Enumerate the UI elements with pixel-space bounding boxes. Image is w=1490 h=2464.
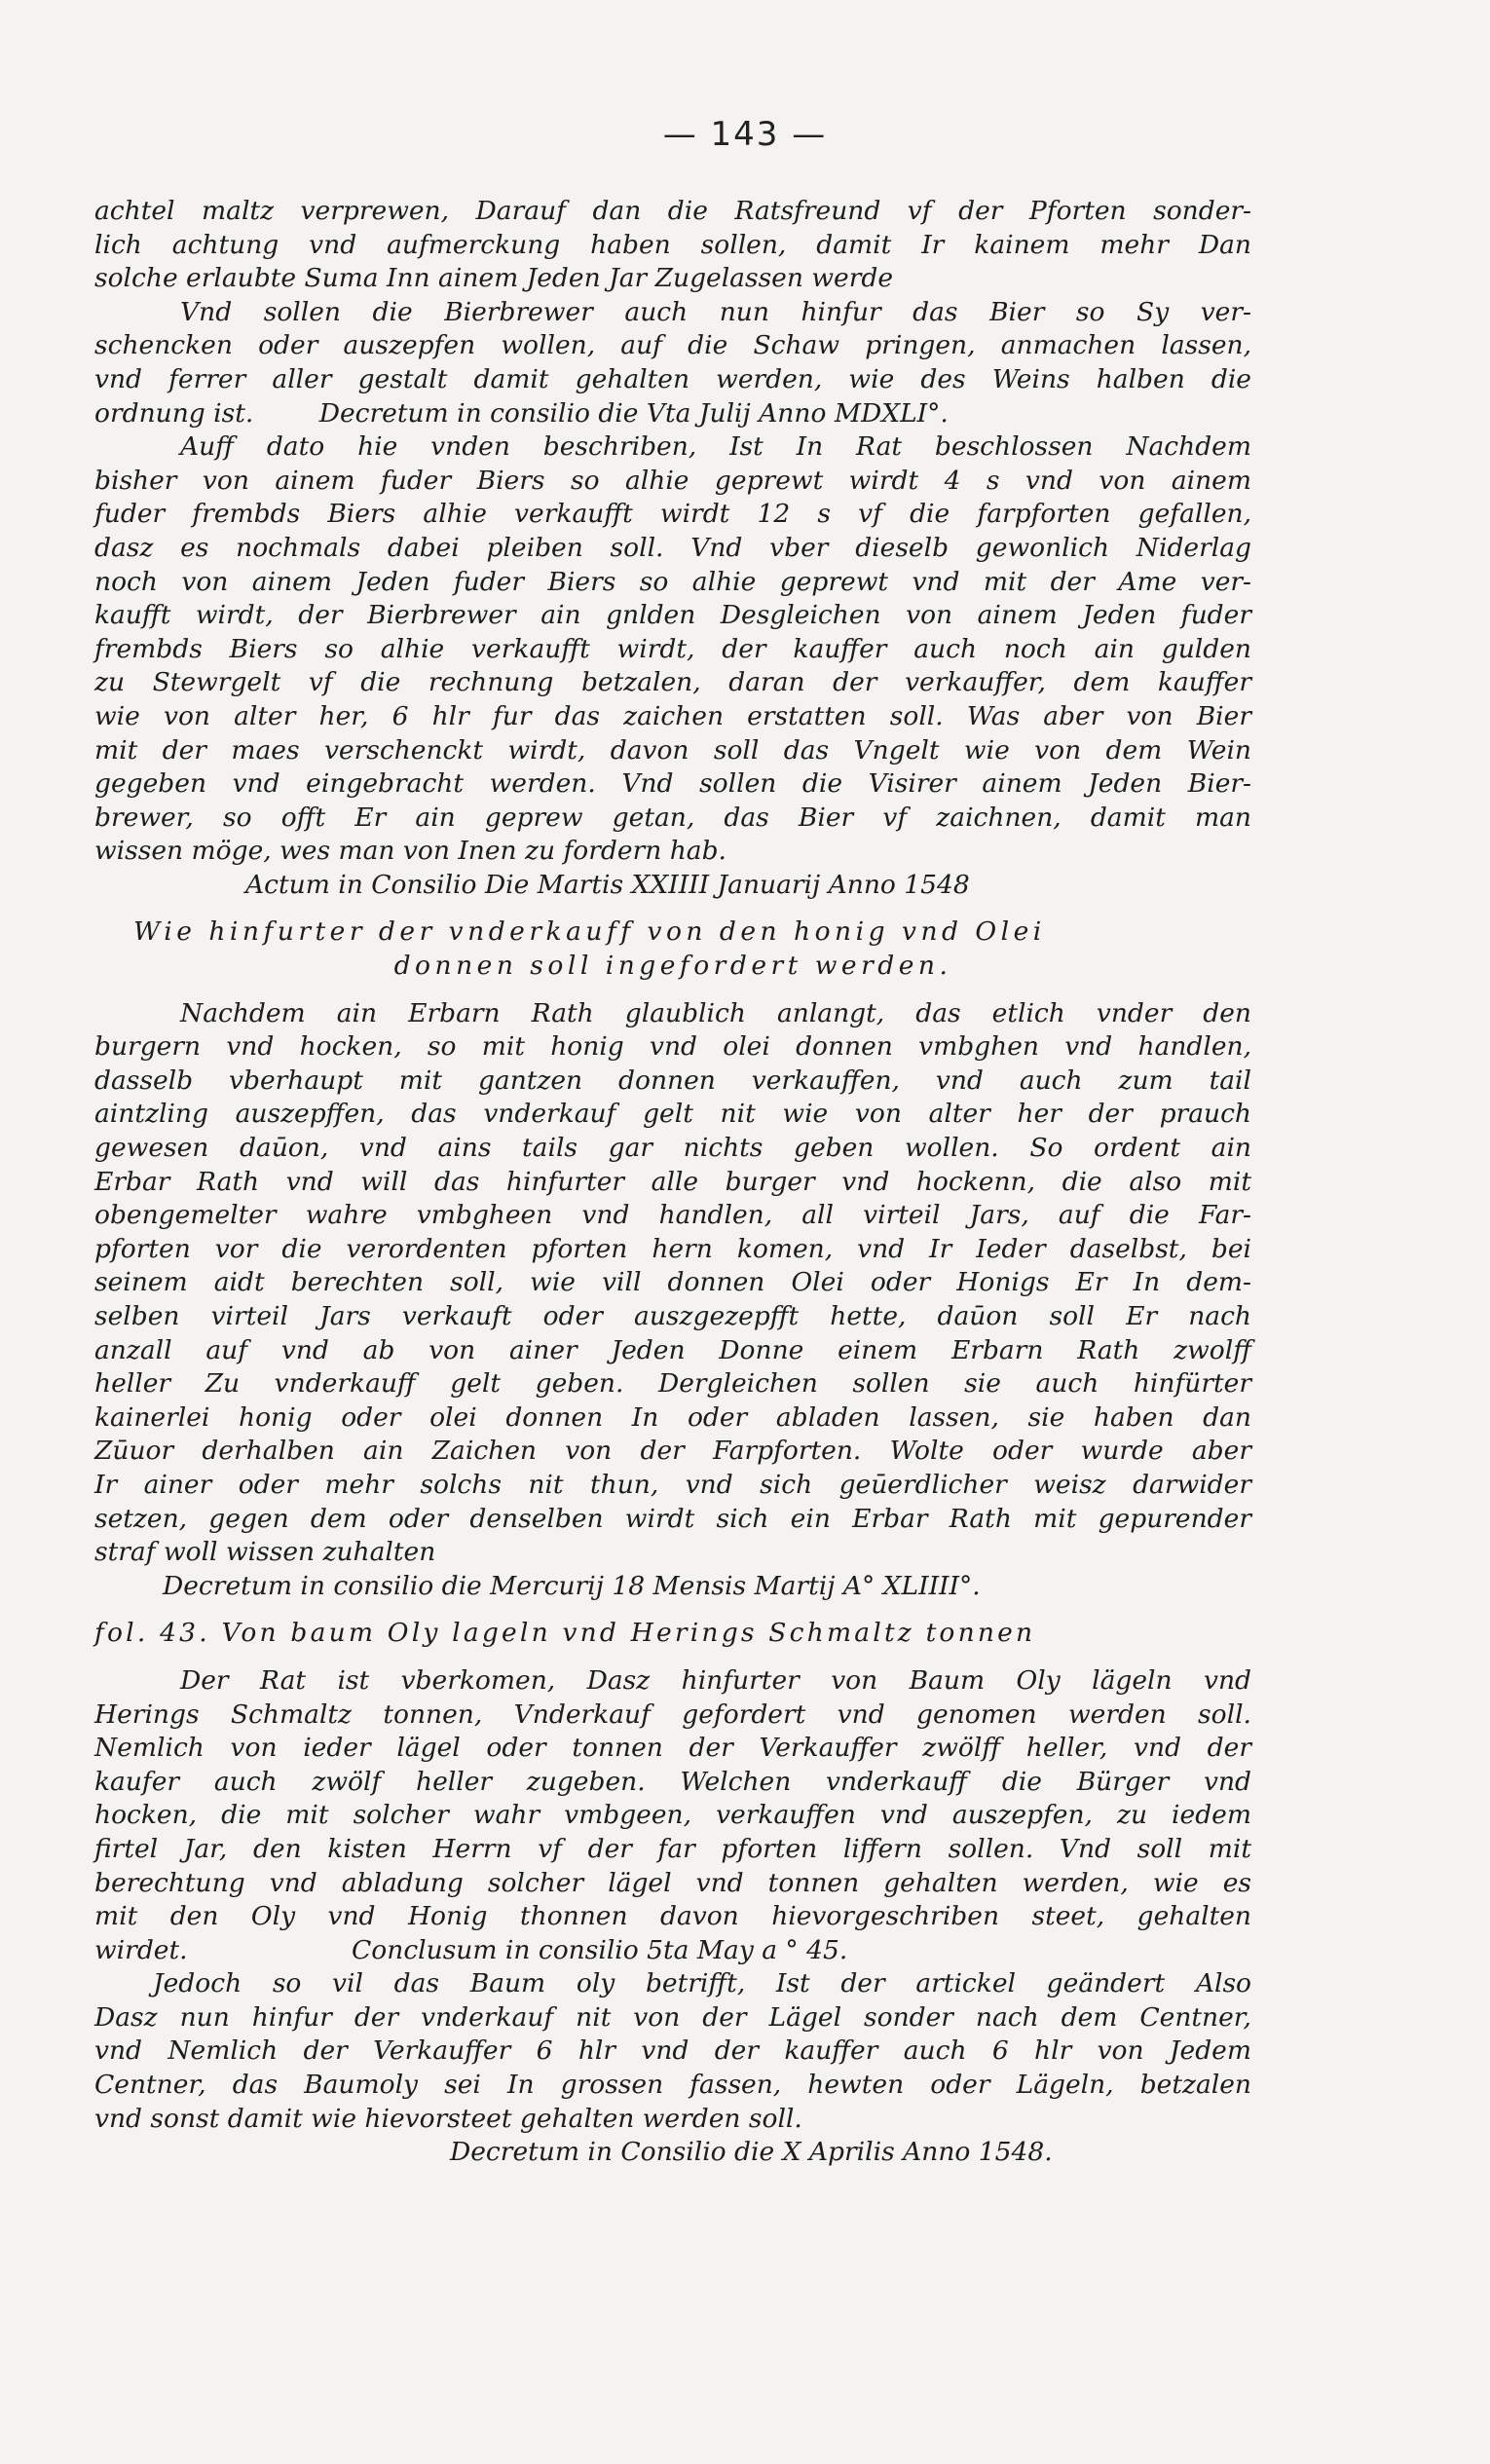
text-line: kaufer auch zwölf heller zugeben. Welchen vnderkauff die Bürger vnd (94, 1766, 1251, 1797)
text-line: Herings Schmaltz tonnen, Vnderkauf gefordert vnd genomen werden soll. (94, 1699, 1251, 1730)
text-line: Der Rat ist vberkomen, Dasz hinfurter von Baum Oly lägeln vnd (180, 1664, 1251, 1696)
text-line: Nemlich von ieder lägel oder tonnen der Verkauffer zwölff heller, vnd der (94, 1733, 1251, 1764)
text-line: Dasz nun hinfur der vnderkauf nit von der Lägel sonder nach dem Centner, (94, 2001, 1251, 2033)
text-line: bisher von ainem fuder Biers so alhie geprewt wirdt 4 s vnd von ainem (94, 465, 1251, 496)
text-line: zu Stewrgelt vf die rechnung betzalen, daran der verkauffer, dem kauffer (94, 667, 1251, 698)
text-line: firtel Jar, den kisten Herrn vf der far pforten liffern sollen. Vnd soll mit (94, 1833, 1251, 1864)
text-line: mit den Oly vnd Honig thonnen davon hievorgeschriben steet, gehalten (94, 1901, 1251, 1932)
text-line: hocken, die mit solcher wahr vmbgeen, verkauffen vnd auszepfen, zu iedem (94, 1800, 1251, 1831)
text-line: Centner, das Baumoly sei In grossen fassen, hewten oder Lägeln, betzalen (94, 2070, 1251, 2101)
signature-line: Decretum in Consilio die X Aprilis Anno 1548. (450, 2137, 1053, 2168)
text-line: wie von alter her, 6 hlr fur das zaichen erstatten soll. Was aber von Bier (94, 700, 1251, 731)
text-line: solche erlaubte Suma Inn ainem Jeden Jar Zugelassen werde (94, 263, 894, 294)
text-line: dasselb vberhaupt mit gantzen donnen verkauffen, vnd auch zum tail (94, 1064, 1251, 1096)
text-line: dasz es nochmals dabei pleiben soll. Vnd vber dieselb gewonlich Niderlag (94, 532, 1251, 563)
text-line: gegeben vnd eingebracht werden. Vnd sollen die Visirer ainem Jeden Bier- (94, 768, 1251, 800)
text-line: Zūuor derhalben ain Zaichen von der Farpforten. Wolte oder wurde aber (94, 1436, 1251, 1467)
text-line: heller Zu vnderkauff gelt geben. Dergleichen sollen sie auch hinfürter (94, 1368, 1251, 1400)
text-line: lich achtung vnd aufmerckung haben sollen, damit Ir kainem mehr Dan (94, 229, 1251, 260)
text-line: Ir ainer oder mehr solchs nit thun, vnd sich geūerdlicher weisz darwider (94, 1469, 1251, 1500)
text-line: frembds Biers so alhie verkaufft wirdt, der kauffer auch noch ain gulden (94, 633, 1251, 664)
section-heading: fol. 43. Von baum Oly lageln vnd Herings Schmaltz tonnen (94, 1618, 1036, 1649)
text-line: anzall auf vnd ab von ainer Jeden Donne einem Erbarn Rath zwolff (94, 1334, 1251, 1365)
text-line: vnd ferrer aller gestalt damit gehalten werden, wie des Weins halben die (94, 363, 1251, 394)
section-heading: donnen soll ingefordert werden. (393, 951, 952, 982)
text-line: pforten vor die verordenten pforten hern komen, vnd Ir Ieder daselbst, bei (94, 1233, 1251, 1264)
page-number: — 143 — (662, 115, 828, 154)
text-line: Erbar Rath vnd will das hinfurter alle burger vnd hockenn, die also mit (94, 1166, 1251, 1197)
text-line: Nachdem ain Erbarn Rath glaublich anlangt, das etlich vnder den (180, 997, 1251, 1028)
text-line: seinem aidt berechten soll, wie vill donnen Olei oder Honigs Er In dem- (94, 1267, 1251, 1298)
section-heading: Wie hinfurter der vnderkauff von den honig vnd Olei (133, 916, 1046, 948)
signature-line: Decretum in consilio die Mercurij 18 Mensis Martij A° XLIIII°. (163, 1570, 981, 1601)
text-line: Vnd sollen die Bierbrewer auch nun hinfur das Bier so Sy ver- (180, 296, 1251, 327)
text-line: kainerlei honig oder olei donnen In oder abladen lassen, sie haben dan (94, 1401, 1251, 1433)
text-line: achtel maltz verprewen, Darauf dan die Ratsfreund vf der Pforten sonder- (94, 196, 1251, 226)
text-line: fuder frembds Biers alhie verkaufft wirdt 12 s vf die farpforten gefallen, (94, 499, 1251, 530)
text-line: vnd Nemlich der Verkauffer 6 hlr vnd der kauffer auch 6 hlr von Jedem (94, 2035, 1251, 2067)
text-line: straf woll wissen zuhalten (94, 1537, 436, 1568)
text-line: vnd sonst damit wie hievorsteet gehalten werden soll. (94, 2103, 802, 2134)
text-line: Jedoch so vil das Baum oly betrifft, Ist der artickel geändert Also (153, 1968, 1251, 1999)
text-line: setzen, gegen dem oder denselben wirdt sich ein Erbar Rath mit gepurender (94, 1503, 1251, 1534)
text-line: Auff dato hie vnden beschriben, Ist In Rat beschlossen Nachdem (180, 431, 1251, 463)
text-line: ordnung ist. Decretum in consilio die Vta Julij Anno MDXLI°. (94, 397, 949, 429)
text-line: schencken oder auszepfen wollen, auf die Schaw pringen, anmachen lassen, (94, 330, 1251, 361)
text-line: selben virteil Jars verkauft oder auszgezepfft hette, daūon soll Er nach (94, 1301, 1251, 1331)
text-line: kaufft wirdt, der Bierbrewer ain gnlden Desgleichen von ainem Jeden fuder (94, 600, 1251, 631)
text-line: wirdet. Conclusum in consilio 5ta May a ° 45. (94, 1934, 848, 1965)
text-line: mit der maes verschenckt wirdt, davon soll das Vngelt wie von dem Wein (94, 734, 1251, 765)
signature-line: Actum in Consilio Die Martis XXIIII Januarij Anno 1548 (245, 869, 970, 900)
text-line: wissen möge, wes man von Inen zu fordern hab. (94, 836, 726, 867)
text-line: noch von ainem Jeden fuder Biers so alhie geprewt vnd mit der Ame ver- (94, 566, 1251, 597)
text-line: berechtung vnd abladung solcher lägel vnd tonnen gehalten werden, wie es (94, 1867, 1251, 1898)
text-line: brewer, so offt Er ain geprew getan, das Bier vf zaichnen, damit man (94, 802, 1251, 833)
text-line: gewesen daūon, vnd ains tails gar nichts geben wollen. So ordent ain (94, 1133, 1251, 1164)
body-text (94, 195, 1251, 2170)
text-line: obengemelter wahre vmbgheen vnd handlen, all virteil Jars, auf die Far- (94, 1200, 1251, 1231)
text-line: aintzling auszepffen, das vnderkauf gelt nit wie von alter her der prauch (94, 1099, 1251, 1130)
text-line: burgern vnd hocken, so mit honig vnd olei donnen vmbghen vnd handlen, (94, 1031, 1251, 1063)
